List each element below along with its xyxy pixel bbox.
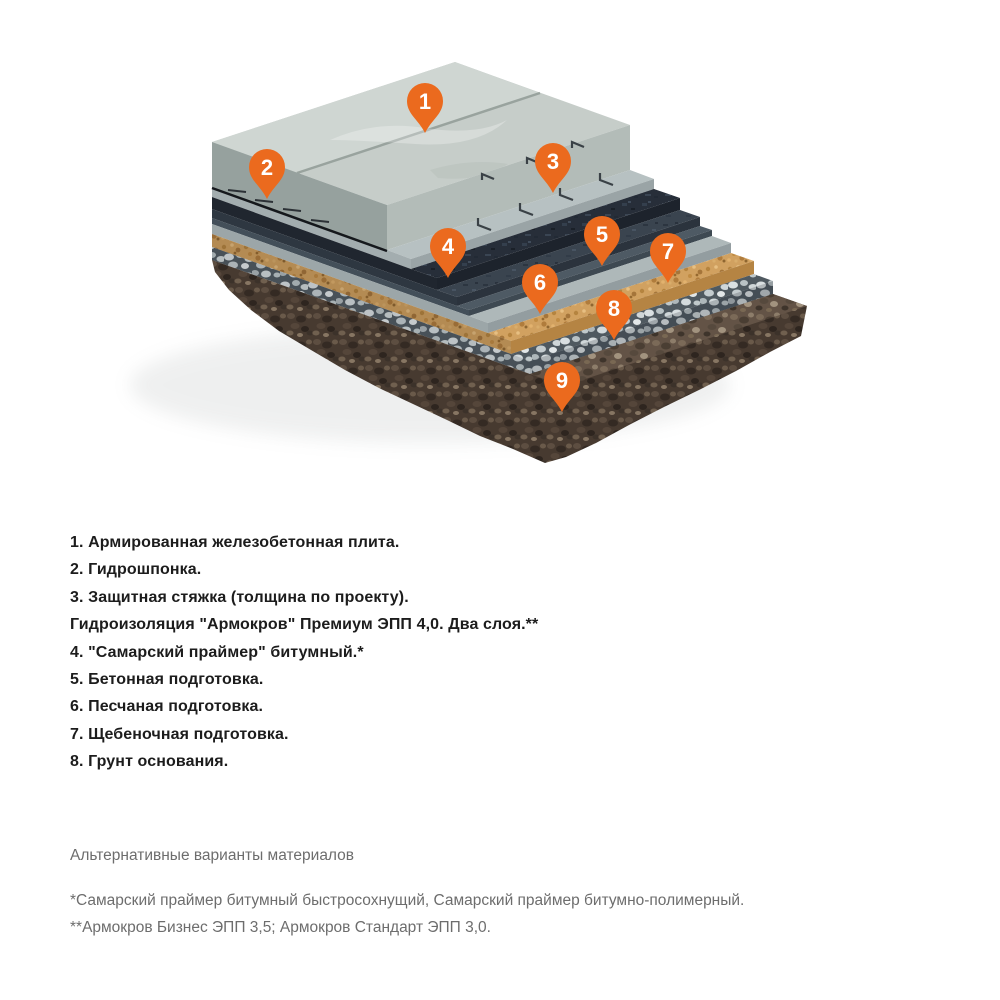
legend-item: 4. "Самарский праймер" битумный.*	[70, 643, 364, 661]
pin-6-number: 6	[533, 270, 547, 295]
pin-3-number: 3	[546, 149, 560, 174]
pin-7-number: 7	[661, 239, 675, 264]
pin-8-number: 8	[607, 296, 621, 321]
legend-item: 1. Армированная железобетонная плита.	[70, 534, 400, 551]
legend-item: 6. Песчаная подготовка.	[70, 698, 264, 716]
legend-item: 7. Щебеночная подготовка.	[70, 725, 289, 743]
construction-layers-diagram	[0, 0, 1000, 480]
legend-item: 2. Гидрошпонка.	[70, 561, 202, 579]
footnote-primer: *Самарский праймер битумный быстросохнущий, Самарский праймер битумно-полимерный.	[70, 892, 745, 909]
pin-9-number: 9	[555, 368, 569, 393]
pin-4-number: 4	[441, 234, 455, 259]
footnote-armokrov: **Армокров Бизнес ЭПП 3,5; Армокров Стандарт ЭПП 3,0.	[70, 918, 491, 936]
legend-item: Гидроизоляция "Армокров" Премиум ЭПП 4,0. Два слоя.**	[70, 616, 539, 634]
footnotes	[70, 888, 744, 941]
legend-list	[70, 529, 538, 776]
alternatives-heading: Альтернативные варианты материалов	[70, 847, 355, 864]
pin-1-number: 1	[418, 89, 432, 114]
legend-item: 8. Грунт основания.	[70, 753, 229, 771]
pin-2-number: 2	[260, 155, 274, 180]
legend-item: 3. Защитная стяжка (толщина по проекту).	[70, 588, 409, 606]
pin-5-number: 5	[595, 222, 609, 247]
legend-item: 5. Бетонная подготовка.	[70, 671, 264, 689]
